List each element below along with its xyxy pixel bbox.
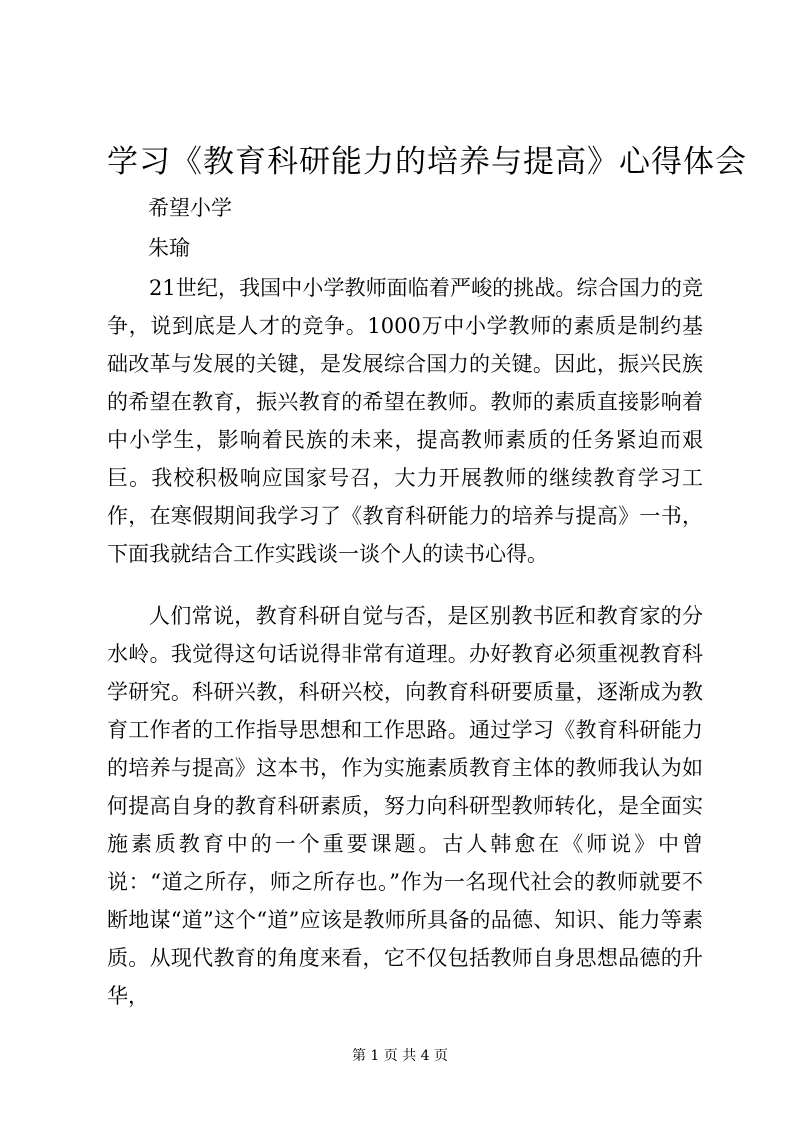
school-name: 希望小学 (148, 196, 232, 220)
page-footer: 第 1 页 共 4 页 (351, 1048, 449, 1064)
document-title: 学习《教育科研能力的培养与提高》心得体会 (107, 144, 747, 180)
body-paragraph: 21世纪，我国中小学教师面临着严峻的挑战。综合国力的竞争，说到底是人才的竞争。1000万中小学教师的素质是制约基础改革与发展的关键，是发展综合国力的关键。因此，振兴民族的希望在教育，振兴教育的希望在教师。教师的素质直接影响着中小学生，影响着民族的未来，提高教师素质的任务紧迫而艰巨。我校积极响应国家号召，大力开展教师的继续教育学习工作，在寒假期间我学习了《教育科研能力的培养与提高》一书，下面我就结合工作实践谈一谈个人的读书心得。 (107, 276, 703, 566)
author-name: 朱瑜 (148, 236, 190, 260)
body-paragraph: 人们常说，教育科研自觉与否，是区别教书匠和教育家的分水岭。我觉得这句话说得非常有道理。办好教育必须重视教育科学研究。科研兴教，科研兴校，向教育科研要质量，逐渐成为教育工作者的工作指导思想和工作思路。通过学习《教育科研能力的培养与提高》这本书，作为实施素质教育主体的教师我认为如何提高自身的教育科研素质，努力向科研型教师转化，是全面实施素质教育中的一个重要课题。古人韩愈在《师说》中曾说：“道之所存，师之所存也。”作为一名现代社会的教师就要不断地谋“道”这个“道”应该是教师所具备的品德、知识、能力等素质。从现代教育的角度来看，它不仅包括教师自身思想品德的升华， (107, 604, 703, 1008)
